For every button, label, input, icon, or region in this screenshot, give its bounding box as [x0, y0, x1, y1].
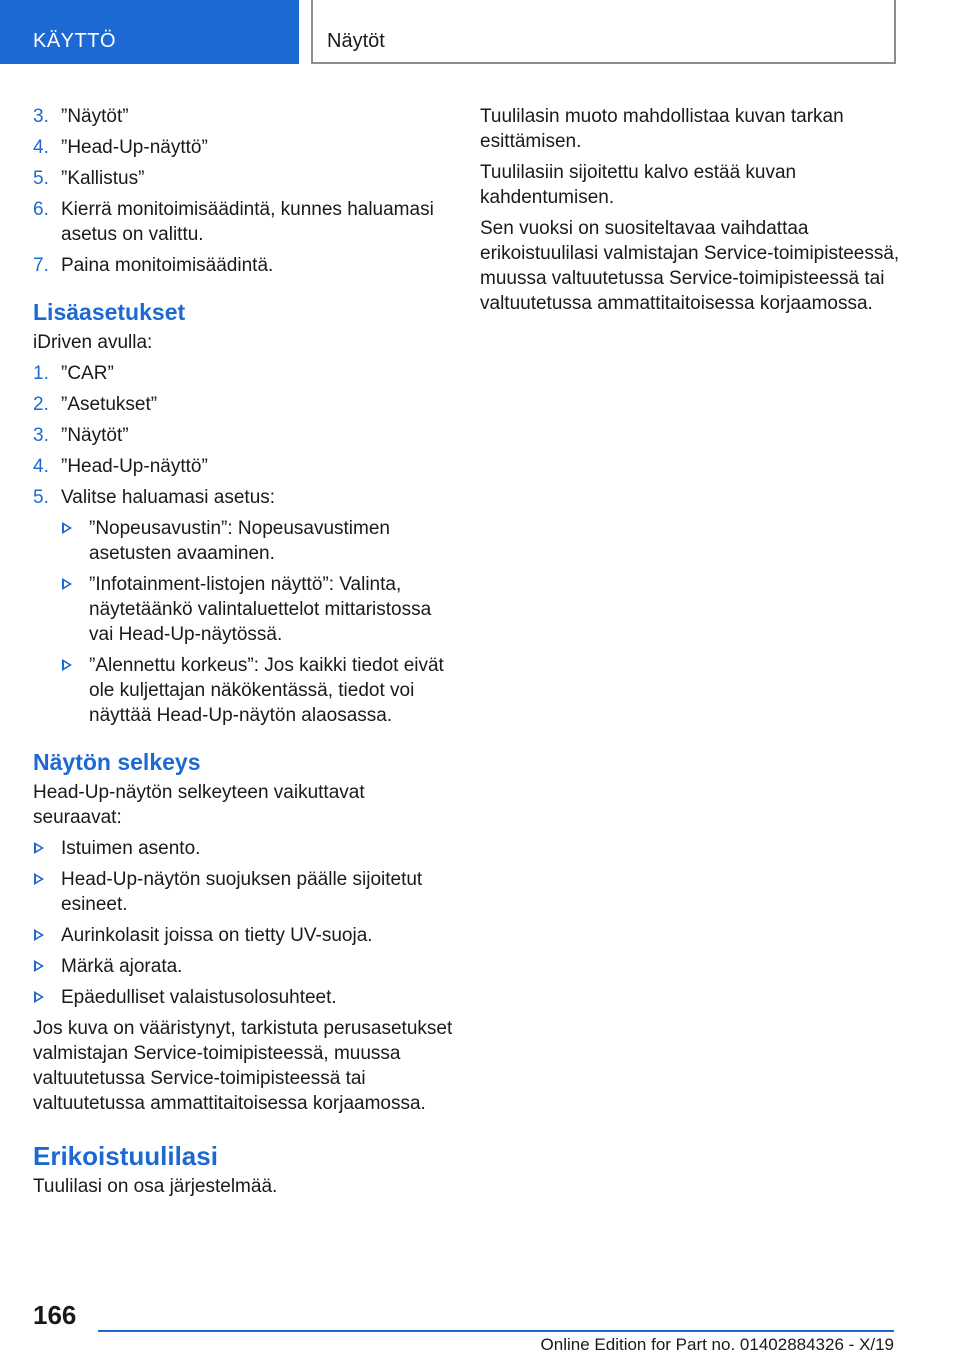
section-intro: Head-Up-näytön selkeyteen vaikuttavat seuraavat: [33, 782, 365, 828]
step-number: 1. [33, 363, 49, 384]
right-column [480, 104, 900, 322]
bullet-text: Head-Up-näytön suojuksen päälle sijoitetut esineet. [61, 869, 423, 915]
option-item [33, 653, 453, 728]
chapter-tab [311, 0, 896, 64]
list-item [33, 253, 453, 278]
step-text: ”CAR” [61, 363, 114, 384]
step-number: 7. [33, 255, 49, 276]
bullet-item [33, 954, 453, 979]
option-item [33, 572, 453, 647]
step-text: ”Kallistus” [61, 168, 145, 189]
page-number: 166 [33, 1300, 77, 1330]
left-column [33, 104, 453, 1205]
chapter-title: Näytöt [327, 30, 385, 52]
list-item [33, 361, 453, 386]
section-intro: Tuulilasi on osa järjestelmää. [33, 1176, 278, 1197]
list-item [33, 485, 453, 510]
section-label: KÄYTTÖ [33, 30, 117, 52]
bullet-item [33, 836, 453, 861]
option-text: ”Infotainment-listojen näyttö”: Valinta, näytetäänkö valintaluettelot mittaristossa vai Head-Up-näytössä. [89, 574, 432, 645]
step-number: 3. [33, 106, 49, 127]
option-text: ”Nopeusavustin”: Nopeusavustimen asetusten avaaminen. [89, 518, 390, 564]
step-text: ”Head-Up-näyttö” [61, 137, 208, 158]
step-text: ”Head-Up-näyttö” [61, 456, 208, 477]
list-item [33, 197, 453, 247]
option-item [33, 516, 453, 566]
step-text: ”Näytöt” [61, 106, 129, 127]
step-text: ”Näytöt” [61, 425, 129, 446]
bullet-item [33, 867, 453, 917]
paragraph: Sen vuoksi on suositeltavaa vaihdattaa erikoistuulilasi valmistajan Service-toimipisteessä, muussa valtuutetussa Service-toimipisteessä tai valtuutetussa ammattitaitoisessa korjaamossa. [480, 218, 900, 314]
edition-label: Online Edition for Part no. 01402884326 - X/19 [540, 1335, 894, 1354]
list-item [33, 166, 453, 191]
triangle-bullet-icon [34, 842, 44, 854]
triangle-bullet-icon [62, 578, 72, 590]
triangle-bullet-icon [62, 522, 72, 534]
factor-list [33, 836, 453, 1010]
triangle-bullet-icon [34, 929, 44, 941]
section-tab [0, 0, 299, 64]
step-number: 4. [33, 137, 49, 158]
paragraph: Tuulilasin muoto mahdollistaa kuvan tarkan esittämisen. [480, 106, 844, 152]
bullet-text: Märkä ajorata. [61, 956, 183, 977]
triangle-bullet-icon [62, 659, 72, 671]
section-heading: Erikoistuulilasi [33, 1141, 218, 1171]
bullet-text: Aurinkolasit joissa on tietty UV-suoja. [61, 925, 373, 946]
paragraph: Tuulilasiin sijoitettu kalvo estää kuvan kahdentumisen. [480, 162, 797, 208]
step-number: 5. [33, 168, 49, 189]
list-item [33, 104, 453, 129]
step-text: Paina monitoimisäädintä. [61, 255, 274, 276]
step-number: 3. [33, 425, 49, 446]
distortion-note: Jos kuva on vääristynyt, tarkistuta perusasetukset valmistajan Service-toimipisteessä, muussa valtuutetussa Service-toimipisteessä tai valtuutetussa ammattitaitoisessa korjaamossa. [33, 1018, 453, 1114]
step-number: 2. [33, 394, 49, 415]
option-text: ”Alennettu korkeus”: Jos kaikki tiedot eivät ole kuljettajan näkökentässä, tiedot voi näyttää Head-Up-näytön alaosassa. [89, 655, 444, 726]
step-number: 4. [33, 456, 49, 477]
section-intro: iDriven avulla: [33, 332, 153, 353]
list-item [33, 423, 453, 448]
step-text: ”Asetukset” [61, 394, 158, 415]
section-heading: Lisäasetukset [33, 299, 186, 325]
triangle-bullet-icon [34, 991, 44, 1003]
list-item [33, 135, 453, 160]
triangle-bullet-icon [34, 873, 44, 885]
section-heading: Näytön selkeys [33, 749, 201, 775]
list-item [33, 392, 453, 417]
step-text: Kierrä monitoimisäädintä, kunnes haluamasi asetus on valittu. [61, 199, 434, 245]
settings-step-list [33, 361, 453, 728]
bullet-item [33, 923, 453, 948]
footer-divider [98, 1330, 894, 1332]
step-number: 6. [33, 199, 49, 220]
bullet-text: Istuimen asento. [61, 838, 201, 859]
step-number: 5. [33, 487, 49, 508]
step-list-continued [33, 104, 453, 278]
list-item [33, 454, 453, 479]
triangle-bullet-icon [34, 960, 44, 972]
step-text: Valitse haluamasi asetus: [61, 487, 276, 508]
bullet-item [33, 985, 453, 1010]
bullet-text: Epäedulliset valaistusolosuhteet. [61, 987, 337, 1008]
